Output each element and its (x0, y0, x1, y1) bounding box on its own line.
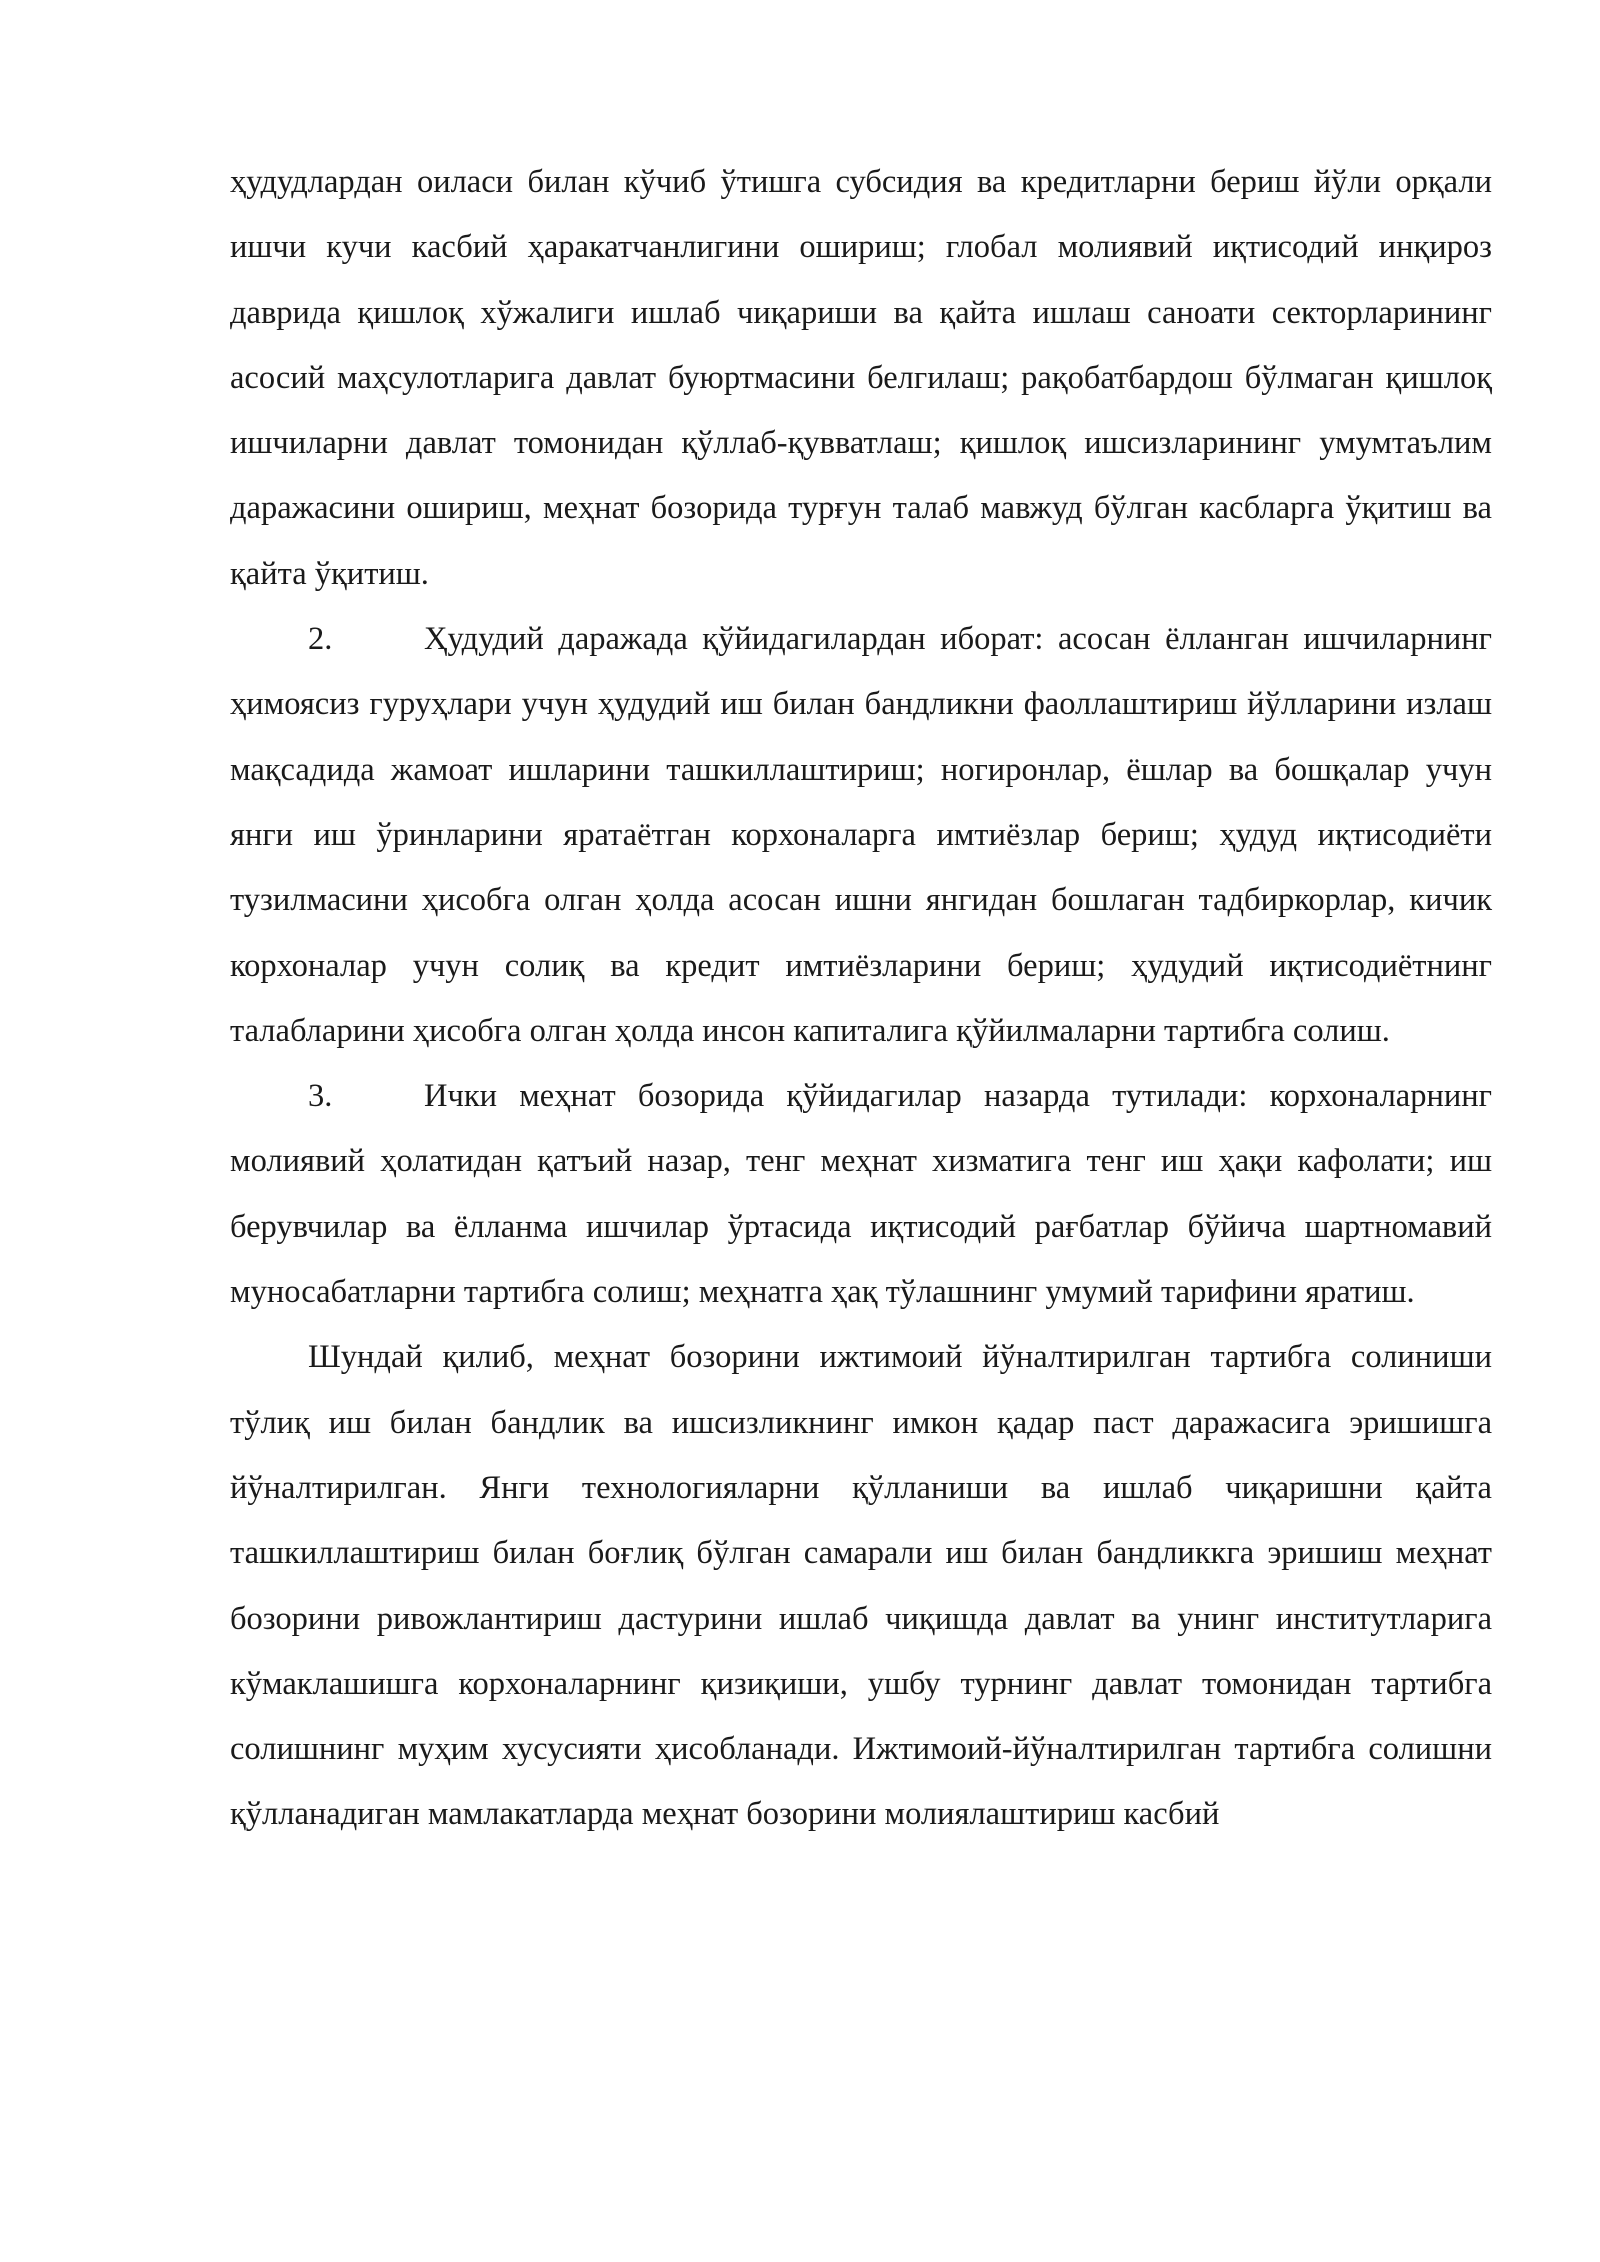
paragraph-item-3 (230, 1064, 1492, 1325)
paragraph-text: ҳудудлардан оиласи билан кўчиб ўтишга субсидия ва кредитларни бериш йўли орқали ишчи кучи касбий ҳаракатчанлигини ошириш; глобал молиявий иқтисодий инқироз даврида қишлоқ хўжалиги ишлаб чиқариши ва қайта ишлаш саноати секторларининг асосий маҳсулотларига давлат буюртмасини белгилаш; рақобатбардош бўлмаган қишлоқ ишчиларни давлат томонидан қўллаб-қувватлаш; қишлоқ ишсизларининг умумтаълим даражасини ошириш, меҳнат бозорида турғун талаб мавжуд бўлган касбларга ўқитиш ва қайта ўқитиш. (230, 164, 1492, 592)
paragraph-continuation (230, 150, 1492, 607)
paragraph-item-2 (230, 607, 1492, 1064)
document-body (230, 150, 1492, 1848)
list-number: 3. (308, 1078, 333, 1115)
paragraph-conclusion (230, 1325, 1492, 1847)
paragraph-text: Ички меҳнат бозорида қўйидагилар назарда тутилади: корхоналарнинг молиявий ҳолатидан қатъий назар, тенг меҳнат хизматига тенг иш ҳақи кафолати; иш берувчилар ва ёлланма ишчилар ўртасида иқтисодий рағбатлар бўйича шартномавий муносабатларни тартибга солиш; меҳнатга ҳақ тўлашнинг умумий тарифини яратиш. (230, 1078, 1492, 1311)
list-number: 2. (308, 621, 333, 658)
paragraph-text: Ҳудудий даражада қўйидагилардан иборат: асосан ёлланган ишчиларнинг ҳимоясиз гуруҳлари учун ҳудудий иш билан бандликни фаоллаштириш йўлларини излаш мақсадида жамоат ишларини ташкиллаштириш; ногиронлар, ёшлар ва бошқалар учун янги иш ўринларини яратаётган корхоналарга имтиёзлар бериш; ҳудуд иқтисодиёти тузилмасини ҳисобга олган ҳолда асосан ишни янгидан бошлаган тадбиркорлар, кичик корхоналар учун солиқ ва кредит имтиёзларини бериш; ҳудудий иқтисодиётнинг талабларини ҳисобга олган ҳолда инсон капиталига қўйилмаларни тартибга солиш. (230, 621, 1492, 1049)
paragraph-text: Шундай қилиб, меҳнат бозорини ижтимоий йўналтирилган тартибга солиниши тўлиқ иш билан бандлик ва ишсизликнинг имкон қадар паст даражасига эришишга йўналтирилган. Янги технологияларни қўлланиши ва ишлаб чиқаришни қайта ташкиллаштириш билан боғлиқ бўлган самарали иш билан бандликкга эришиш меҳнат бозорини ривожлантириш дастурини ишлаб чиқишда давлат ва унинг институтларига кўмаклашишга корхоналарнинг қизиқиши, ушбу турнинг давлат томонидан тартибга солишнинг муҳим хусусияти ҳисобланади. Ижтимоий-йўналтирилган тартибга солишни қўлланадиган мамлакатларда меҳнат бозорини молиялаштириш касбий (230, 1339, 1492, 1833)
